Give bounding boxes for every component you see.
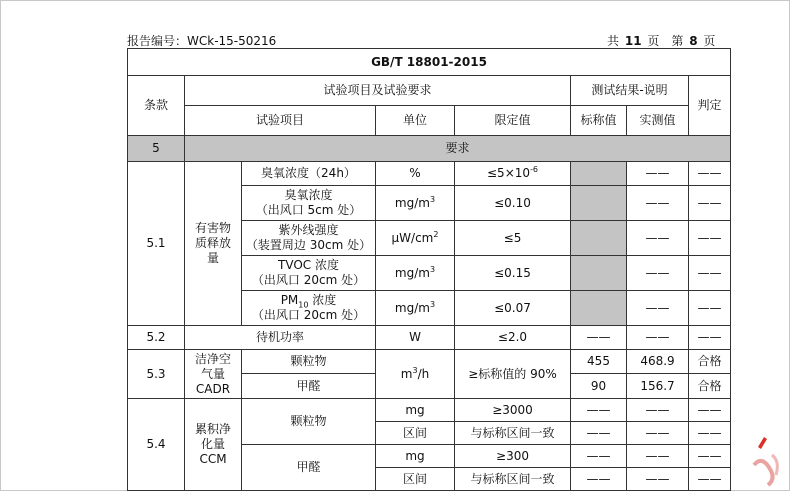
nominal-cell: 455	[571, 350, 627, 374]
standard-title: GB/T 18801-2015	[128, 49, 731, 76]
page-suffix: 页	[703, 34, 716, 48]
group-text: 有害物质释放量	[194, 221, 231, 265]
clause-number: 5.4	[128, 399, 185, 491]
clause-number: 5.2	[128, 326, 185, 350]
unit-suffix: /h	[417, 366, 430, 381]
item-line2: （出风口 20cm 处）	[251, 308, 366, 322]
measured-cell: ——	[627, 162, 689, 186]
measured-cell: 156.7	[627, 374, 689, 399]
unit-cell: W	[376, 326, 455, 350]
header-items-req: 试验项目及试验要求	[185, 76, 571, 106]
current-page: 8	[689, 34, 698, 48]
limit-exponent: -6	[530, 165, 538, 174]
item-name: 臭氧浓度（24h）	[242, 162, 376, 186]
unit-cell	[376, 256, 455, 291]
header-limit: 限定值	[455, 106, 571, 136]
item-line2: （出风口 5cm 处）	[255, 203, 362, 217]
measured-cell: ——	[627, 221, 689, 256]
limit-cell	[455, 162, 571, 186]
header-clause: 条款	[128, 76, 185, 136]
item-line2: （出风口 20cm 处）	[251, 273, 366, 287]
unit-text: mg/m	[394, 195, 430, 210]
unit-text: mg/m	[394, 300, 430, 315]
nominal-cell	[571, 256, 627, 291]
table-row	[128, 162, 731, 186]
table-row	[128, 399, 731, 422]
unit-cell: 区间	[376, 468, 455, 491]
item-name	[242, 291, 376, 326]
measured-cell: ——	[627, 399, 689, 422]
judge-cell: ——	[689, 221, 731, 256]
measured-cell: ——	[627, 186, 689, 221]
item-line1: TVOC 浓度	[278, 258, 339, 272]
nominal-cell: ——	[571, 422, 627, 445]
pm-suffix: 浓度	[308, 293, 337, 307]
unit-cell	[376, 162, 455, 186]
table-row	[128, 350, 731, 374]
item-name	[242, 256, 376, 291]
limit-cell: ≤0.10	[455, 186, 571, 221]
measured-cell: ——	[627, 468, 689, 491]
item-line1: 紫外线强度	[278, 223, 339, 237]
header-unit: 单位	[376, 106, 455, 136]
unit-text: μW/cm	[391, 230, 434, 245]
total-pages: 11	[624, 34, 642, 48]
item-name: 颗粒物	[242, 350, 376, 374]
requirements-table	[127, 48, 731, 491]
section-title: 要求	[185, 136, 731, 162]
measured-cell: 468.9	[627, 350, 689, 374]
item-name: 待机功率	[185, 326, 376, 350]
limit-cell: ≤0.07	[455, 291, 571, 326]
unit-cell: 区间	[376, 422, 455, 445]
unit-text: %	[409, 166, 421, 180]
judge-cell: ——	[689, 256, 731, 291]
nominal-cell: ——	[571, 468, 627, 491]
red-stamp-fragment	[752, 425, 790, 491]
header-nominal: 标称值	[571, 106, 627, 136]
header-result: 测试结果-说明	[571, 76, 689, 106]
judge-cell: 合格	[689, 350, 731, 374]
limit-cell: ≥300	[455, 445, 571, 468]
nominal-cell	[571, 291, 627, 326]
item-line1: 臭氧浓度	[284, 188, 333, 202]
measured-cell: ——	[627, 291, 689, 326]
unit-exponent: 3	[412, 365, 418, 375]
group-label	[185, 399, 242, 491]
judge-cell: 合格	[689, 374, 731, 399]
group-text: 洁净空气量 CADR	[194, 351, 231, 396]
limit-cell: ≥3000	[455, 399, 571, 422]
judge-cell: ——	[689, 326, 731, 350]
judge-cell: ——	[689, 291, 731, 326]
item-name: 颗粒物	[242, 399, 376, 445]
unit-exponent: 3	[429, 299, 436, 309]
pm-subscript: 10	[298, 300, 309, 310]
nominal-cell	[571, 221, 627, 256]
report-number: 报告编号：WCk-15-50216	[127, 34, 277, 48]
limit-cell: 与标称区间一致	[455, 422, 571, 445]
limit-text: ≤5×10	[487, 166, 531, 180]
unit-text: m	[400, 366, 413, 381]
judge-cell: ——	[689, 399, 731, 422]
clause-number: 5.3	[128, 350, 185, 399]
header-measured: 实测值	[627, 106, 689, 136]
nominal-cell: ——	[571, 445, 627, 468]
judge-cell: ——	[689, 445, 731, 468]
unit-cell	[376, 350, 455, 399]
item-name: 甲醛	[242, 445, 376, 491]
item-name	[242, 186, 376, 221]
measured-cell: ——	[627, 445, 689, 468]
limit-cell: ≤0.15	[455, 256, 571, 291]
page-mid: 页 第	[647, 34, 684, 48]
page-indicator	[607, 32, 715, 49]
header-judge: 判定	[689, 76, 731, 136]
limit-cell: ≤5	[455, 221, 571, 256]
pm-label: PM	[280, 293, 299, 307]
nominal-cell	[571, 186, 627, 221]
unit-cell	[376, 291, 455, 326]
limit-cell: 与标称区间一致	[455, 468, 571, 491]
judge-cell: ——	[689, 468, 731, 491]
unit-text: mg/m	[394, 265, 430, 280]
measured-cell: ——	[627, 422, 689, 445]
unit-exponent: 3	[429, 194, 436, 204]
nominal-cell: ——	[571, 326, 627, 350]
table-row	[128, 326, 731, 350]
judge-cell: ——	[689, 422, 731, 445]
unit-cell: mg	[376, 399, 455, 422]
section-number: 5	[128, 136, 185, 162]
limit-cell: ≤2.0	[455, 326, 571, 350]
item-line1	[242, 293, 375, 308]
header-item: 试验项目	[185, 106, 376, 136]
group-label	[185, 350, 242, 399]
page-prefix: 共	[607, 34, 620, 48]
item-line2: （装置周边 30cm 处）	[245, 238, 372, 252]
nominal-cell: ——	[571, 399, 627, 422]
judge-cell: ——	[689, 162, 731, 186]
group-text: 累积净化量 CCM	[194, 422, 231, 466]
unit-exponent: 2	[433, 229, 439, 239]
measured-cell: ——	[627, 256, 689, 291]
measured-cell: ——	[627, 326, 689, 350]
unit-cell	[376, 221, 455, 256]
group-label	[185, 162, 242, 326]
unit-cell	[376, 186, 455, 221]
item-name: 甲醛	[242, 374, 376, 399]
item-name	[242, 221, 376, 256]
clause-number: 5.1	[128, 162, 185, 326]
unit-cell: mg	[376, 445, 455, 468]
unit-exponent: 3	[429, 264, 436, 274]
nominal-cell	[571, 162, 627, 186]
judge-cell: ——	[689, 186, 731, 221]
nominal-cell: 90	[571, 374, 627, 399]
limit-cell: ≥标称值的 90%	[455, 350, 571, 399]
